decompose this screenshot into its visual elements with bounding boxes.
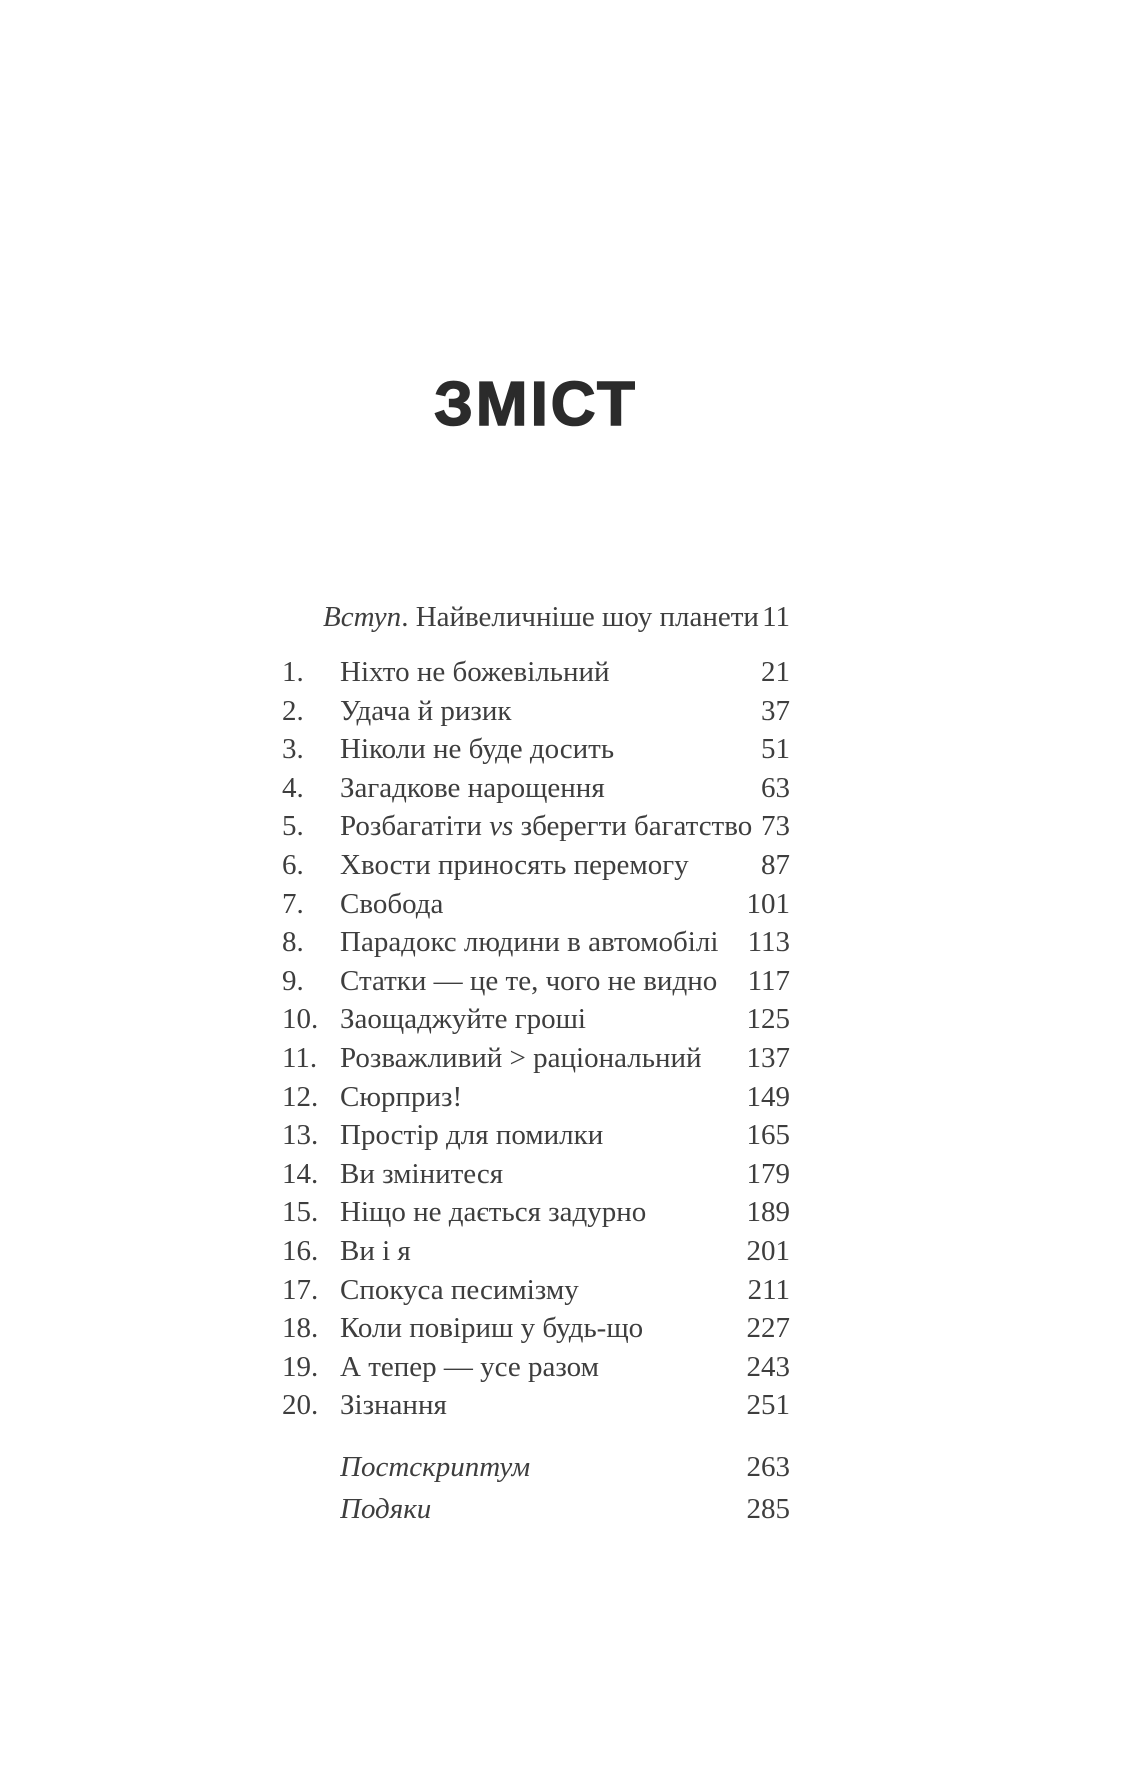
entry-title-text: зберегти багатство: [513, 810, 753, 843]
toc-chapter-row: [282, 1000, 790, 1039]
chapter-number: 19.: [282, 1350, 319, 1383]
page-number: 73: [761, 810, 790, 843]
page-number: 227: [746, 1312, 790, 1345]
entry-title: [340, 1386, 747, 1425]
entry-title-text: Ви і я: [340, 1234, 411, 1267]
page-number: 63: [761, 771, 790, 804]
entry-title-text: Ніхто не божевільний: [340, 656, 610, 688]
page-number: 179: [746, 1157, 790, 1190]
entry-title: [340, 962, 748, 1001]
chapter-number: 17.: [282, 1273, 319, 1306]
page-number: 37: [761, 694, 790, 727]
chapter-number: 9.: [282, 964, 304, 997]
toc-chapter-row: [282, 962, 790, 1001]
toc-chapter-row: [282, 1155, 790, 1194]
entry-title-text: Спокуса песимізму: [340, 1273, 579, 1306]
entry-title-text: Статки — це те, чого не видно: [340, 964, 718, 997]
chapter-number: [282, 1488, 340, 1530]
entry-title-text: Удача й ризик: [340, 694, 512, 727]
toc-chapter-row: [282, 730, 790, 769]
entry-title: [340, 730, 761, 769]
chapter-number: 11.: [282, 1041, 318, 1074]
entry-title: [340, 846, 761, 885]
page-number: 113: [747, 926, 790, 959]
toc-chapter-row: [282, 1309, 790, 1348]
entry-title-italic: Постскриптум: [340, 1451, 531, 1483]
toc-chapter-row: [282, 1116, 790, 1155]
entry-title-text: Парадокс людини в автомобілі: [340, 926, 719, 959]
chapter-number: 15.: [282, 1196, 319, 1229]
page-number: 243: [746, 1350, 790, 1383]
page-number: 125: [746, 1003, 790, 1036]
toc-chapter-row: [282, 1193, 790, 1232]
toc-backmatter-row: [282, 1488, 790, 1530]
entry-title-text: Розважливий > раціональний: [340, 1041, 702, 1074]
entry-title-text: Коли повіриш у будь-що: [340, 1312, 644, 1345]
entry-title-text: Свобода: [340, 887, 444, 920]
chapter-number: 2.: [282, 694, 304, 727]
page-title: ЗМІСТ: [434, 370, 638, 439]
entry-title: [340, 1271, 748, 1310]
entry-title-text: Ніколи не буде досить: [340, 733, 615, 766]
chapter-number: 16.: [282, 1234, 319, 1267]
toc-chapter-row: [282, 1039, 790, 1078]
page-number: 117: [747, 964, 790, 997]
entry-title-text: Загадкове нарощення: [340, 771, 605, 804]
entry-title-text: Заощаджуйте гроші: [340, 1003, 586, 1036]
entry-title: [340, 923, 748, 962]
chapter-number: 4.: [282, 771, 304, 804]
page-number: 101: [746, 887, 790, 920]
entry-title: [340, 769, 761, 808]
toc-chapter-row: [282, 653, 790, 692]
chapter-number: 13.: [282, 1119, 319, 1152]
chapter-number: 3.: [282, 733, 304, 766]
toc-chapter-row: [282, 1348, 790, 1387]
entry-title-text: А тепер — усе разом: [340, 1350, 599, 1383]
page-number: 189: [746, 1196, 790, 1229]
page-number: 211: [747, 1273, 790, 1306]
chapter-number: 7.: [282, 887, 304, 920]
entry-title: [340, 1039, 747, 1078]
page-number: 11: [762, 601, 790, 633]
entry-title-italic: vs: [489, 810, 514, 843]
entry-title: [340, 1078, 747, 1117]
chapter-number: 18.: [282, 1312, 319, 1345]
entry-title: [340, 1155, 747, 1194]
page-number: 51: [761, 733, 790, 766]
page-number: 137: [746, 1041, 790, 1074]
toc-chapter-row: [282, 692, 790, 731]
entry-title: [340, 692, 761, 731]
page-number: 87: [761, 848, 790, 881]
toc-intro-section: [282, 598, 790, 637]
entry-title-text: Ніщо не дається задурно: [340, 1196, 647, 1229]
entry-title: [340, 1232, 747, 1271]
chapter-number: 8.: [282, 926, 304, 959]
page-number: 285: [746, 1493, 790, 1525]
entry-title: [340, 885, 747, 924]
toc-chapter-row: [282, 1386, 790, 1425]
entry-title-text: Сюрприз!: [340, 1080, 463, 1113]
entry-title: [340, 807, 761, 846]
toc-backmatter-row: [282, 1446, 790, 1488]
entry-title: [340, 1309, 747, 1348]
entry-title: [340, 1193, 747, 1232]
entry-title-text: . Найвеличніше шоу планети: [401, 601, 759, 633]
toc-chapter-row: [282, 885, 790, 924]
entry-title-italic: Подяки: [340, 1493, 432, 1525]
entry-title-text: Розбагатіти: [340, 810, 490, 843]
chapter-number: 14.: [282, 1157, 319, 1190]
entry-title: [340, 1000, 747, 1039]
toc-chapter-row: [282, 1078, 790, 1117]
chapter-number: 12.: [282, 1080, 319, 1113]
chapter-number: 1.: [282, 656, 304, 688]
chapter-number: 6.: [282, 848, 304, 881]
entry-title: [340, 1488, 747, 1530]
toc-chapter-row: [282, 1271, 790, 1310]
page-number: 149: [746, 1080, 790, 1113]
entry-title: [340, 1116, 747, 1155]
entry-title-text: Зізнання: [340, 1389, 447, 1422]
entry-title-text: Ви змінитеся: [340, 1157, 504, 1190]
page-number: 201: [746, 1234, 790, 1267]
toc-chapter-row: [282, 846, 790, 885]
entry-title-text: Простір для помилки: [340, 1119, 604, 1152]
chapter-number: 20.: [282, 1389, 319, 1422]
entry-title-italic: Вступ: [323, 601, 402, 633]
entry-title: [340, 1446, 747, 1488]
chapter-number: 5.: [282, 810, 304, 843]
entry-title-text: Хвости приносять перемогу: [340, 848, 689, 881]
entry-title: [340, 653, 761, 692]
chapter-number: [282, 1446, 340, 1488]
toc-intro-row: [282, 598, 790, 637]
toc-chapter-row: [282, 807, 790, 846]
chapter-number: 10.: [282, 1003, 319, 1036]
toc-backmatter-section: [282, 1446, 790, 1530]
toc-chapters-section: [282, 653, 790, 1425]
toc-chapter-row: [282, 769, 790, 808]
page-number: 251: [746, 1389, 790, 1422]
page-number: 21: [761, 656, 790, 688]
entry-title: [282, 598, 762, 637]
page-number: 263: [746, 1451, 790, 1483]
page-number: 165: [746, 1119, 790, 1152]
toc-chapter-row: [282, 1232, 790, 1271]
toc-chapter-row: [282, 923, 790, 962]
entry-title: [340, 1348, 747, 1387]
